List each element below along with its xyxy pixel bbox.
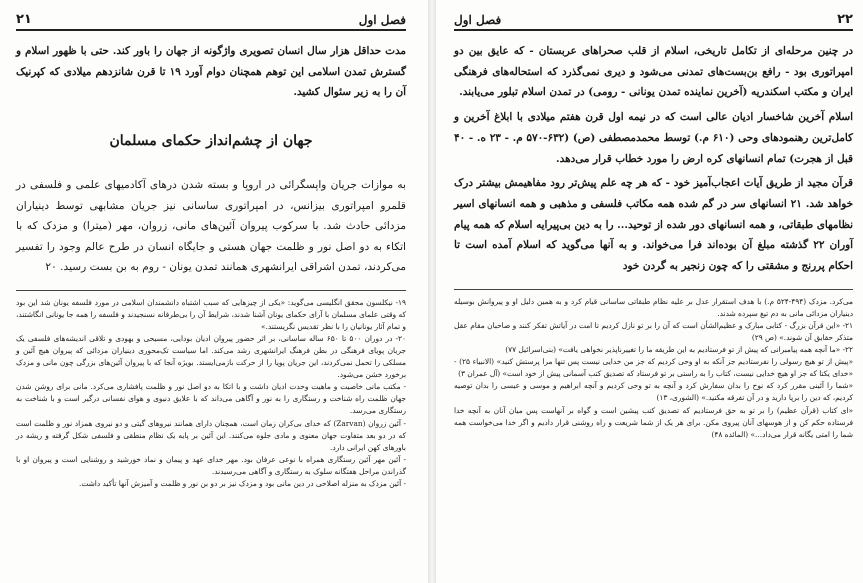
footnotes [16,297,406,491]
footnote: - آئین مهر آئین رستگاری همراه با نوعی عرفان بود. مهر خدای عهد و پیمان و نماد خورشید و روشنایی است و پیروان او با گذراندن مراحل هفتگانه سلوک به رستگاری و آگاهی می‌رسیدند. [16,454,406,476]
footnote: می‌کرد. مزدک (۴۹۴-۵۲۴ م.) با هدف استقرار عدل بر علیه نظام طبقاتی ساسانی قیام کرد و به همین دلیل او و پیروانش بوسیله دینیاران مزدائی مانی به دم تیغ سپرده شدند. [454,296,854,318]
footnote: - مکتب مانی خاصیت و ماهیت وحدت ادیان داشت و با اتکا به دو اصل نور و ظلمت پافشاری می‌کرد. مانی برای روشن شدن جهان ظلمت راه شناخت و رستگاری را به نور و آگاهی می‌داند که با علایق دنیوی و هوای نفسانی درگیر است و با شناخت به رستگاری می‌رسد. [16,382,406,416]
paragraph: قرآن مجید از طریق آیات اعجاب‌آمیز خود - که هر چه علم پیش‌تر رود مفاهیمش بیشتر درک خواهد شد. ۲۱ انسانهای سر در گم شده همه مکاتب فلسفی و مذهبی و همه انسانهای اسیر نظامهای طبقاتی، و همه انسانهای دور شده از توحید... را به دین بی‌پیرایه اسلام که همه پیام آوران ۲۲ گذشته مبلغ آن بوده‌اند فرا می‌خواند. و به آنها می‌گوید که اسلام آمده است تا احکام پررنج و مشقتی را که چون زنجیر به گردن خود [454,177,854,273]
book-gutter [428,0,436,583]
footnote: ۱۹- نیکلسون محقق انگلیسی می‌گوید: «یکی از چیزهایی که سبب اشتباه دانشمندان اسلامی در مورد فلسفه یونان شد این بود که وقتی علمای مسلمان با آرای حکمای یونان آشنا شدند، شرایط آن را بی‌طرفانه نسنجیدند و فلسفه را همه جا یونانی انگاشتند، و تمام آثار یونانیان را با نظر تقدیس نگریستند.» [16,297,406,331]
page-header [454,12,853,31]
paragraph: در چنین مرحله‌ای از تکامل تاریخی، اسلام از قلب صحراهای عربستان - که عایق بین دو امپراتوری بود - رافع بن‌بست‌های تمدنی می‌شود و دیری نمی‌گذرد که استحاله‌های فرهنگی ایران و مکتب اسکندریه (آخرین نماینده تمدن یونانی - رومی) در تمدن اسلام تبلور می‌یابند. [454,45,853,99]
footnote: «شما را آئینی مقرر کرد که نوح را بدان سفارش کرد و آنچه به تو وحی کردیم و آنچه ابراهیم و موسی و عیسی را بدان توصیه کردیم، که دین را برپا دارید و در آن تفرقه مکنید.» (الشوری، ۱۳) [454,381,853,403]
footnote: ۲۲- «ما آنچه همه پیامبرانی که پیش از تو فرستادیم به این طریقه ما را تغییرناپذیر نخواهی یافت» (بنی‌اسرائیل ۷۷) [505,345,853,355]
footnote: - آئین زروان (Zarvan) که خدای بی‌کران زمان است، همچنان دارای همانند نیروهای گیتی و دو نیروی همزاد نور و ظلمت است که در دو بعد متفاوت جهان معنوی و مادی جلوه می‌کنند. این آئین بر پایه یک نظام منطقی و فلسفی شکل گرفته و ریشه در باورهای کهن ایرانی دارد. [16,418,407,452]
body-text [16,41,406,103]
paragraph: اسلام آخرین شاخسار ادیان عالی است که در نیمه اول قرن هفتم میلادی با ابلاغ آخرین و کامل‌ترین رهنمودهای وحی (۶۱۰ م.) توسط محمدمصطفی (ص) (۶۳۲-۵۷۰ م. - ۲۳ ه. - ۴۰ قبل از هجرت) تمام انسانهای کره ارض را مورد خطاب قرار می‌دهد. [454,111,853,165]
page-number: ۲۲ [837,12,853,27]
right-page [436,0,863,583]
paragraph: مدت حداقل هزار سال انسان تصویری واژگونه از جهان را باور کند. حتی با ظهور اسلام و گسترش تمدن اسلامی این توهم همچنان دوام آورد ۱۹ تا قرن شانزدهم میلادی که کپرنیک آن را به زیر سئوال کشید. [16,45,406,99]
footnote: ۲۱- «این قرآن بزرگ - کتابی مبارک و عظیم‌الشأن است که آن را بر تو نازل کردیم تا امت در آیاتش تفکر کنند و صاحبان مقام عقل متذکر حقایق آن شوند.» (ص ۲۹) [454,320,853,343]
body-text [454,41,853,277]
body-text [16,175,406,278]
page-number: ۲۱ [16,12,32,27]
footnote: «ای کتاب (قرآن عظیم) را بر تو به حق فرستادیم که تصدیق کتب پیشین است و گواه بر آنهاست پس میان آنان به آنچه خدا فرستاده حکم کن و از هوسهای آنان پیروی مکن. برای هر یک از شما شریعت و راه روشنی قرار دادیم و اگر خدا می‌خواست همه شما را امتی یگانه قرار می‌داد...» (المائده ۴۸) [454,405,853,439]
footnotes [454,296,853,441]
page-header [16,12,406,31]
footnote-divider [454,289,853,290]
footnote-divider [16,290,406,291]
paragraph: به موازات جریان واپسگرائی در اروپا و بسته شدن درهای آکادمیهای علمی و فلسفی در قلمرو امپراتوری بیزانس، در امپراتوری ساسانی نیز جریان مشابهی توسط دینیاران مزدائی حادث شد. با سرکوب پیروان آئین‌های مانی، زروان، مهر (میترا) و مزدک که با اتکاء به دو اصل نور و ظلمت جهان هستی و جایگاه انسان در طرح عالم وجود را تفسیر می‌کردند، تمدن اشراقی ایرانشهری همانند تمدن یونان - روم به بن بست رسید. ۲۰ [16,179,406,274]
chapter-title: فصل اول [454,13,502,27]
section-title: جهان از چشم‌انداز حکمای مسلمان [109,133,313,150]
footnote: - آئین مزدک به منزله اصلاحی در دین مانی بود و مزدک نیز بر دو بن نور و ظلمت و آمیزش آنها تأکید داشت. [78,479,406,489]
footnote: «پیش از تو هیچ رسولی را نفرستادیم جز آنکه به او وحی کردیم که جز من خدایی نیست پس تنها مرا پرستش کنید» (الانبیاء ۲۵) - «خدای یکتا که جز او هیچ خدایی نیست، کتاب را به راستی بر تو فرستاد که تصدیق کتب آسمانی پیش از خود است» (آل عمران ۳) [454,357,853,379]
footnote: ۲۰- در دوران ۵۰۰ تا ۶۵۰ ساله ساسانی، بر اثر حضور پیروان ادیان بودایی، مسیحی و یهودی و تلاقی اندیشه‌های فلسفی یک جریان پویای فرهنگی در بطن فرهنگ ایرانشهری رشد می‌کند. اما سیاست تک‌محوری دینیاران مزدائی که پیروان هیچ آئین و مسلکی را تحمل نمی‌کردند، این جریان پویا را از حرکت بازمی‌ایستد. بویژه آنجا که با پیروان آئین‌های بزرگی چون مانی و مزدک برخورد خشن می‌شود. [16,333,406,380]
left-page [0,0,428,583]
chapter-title: فصل اول [358,13,406,27]
